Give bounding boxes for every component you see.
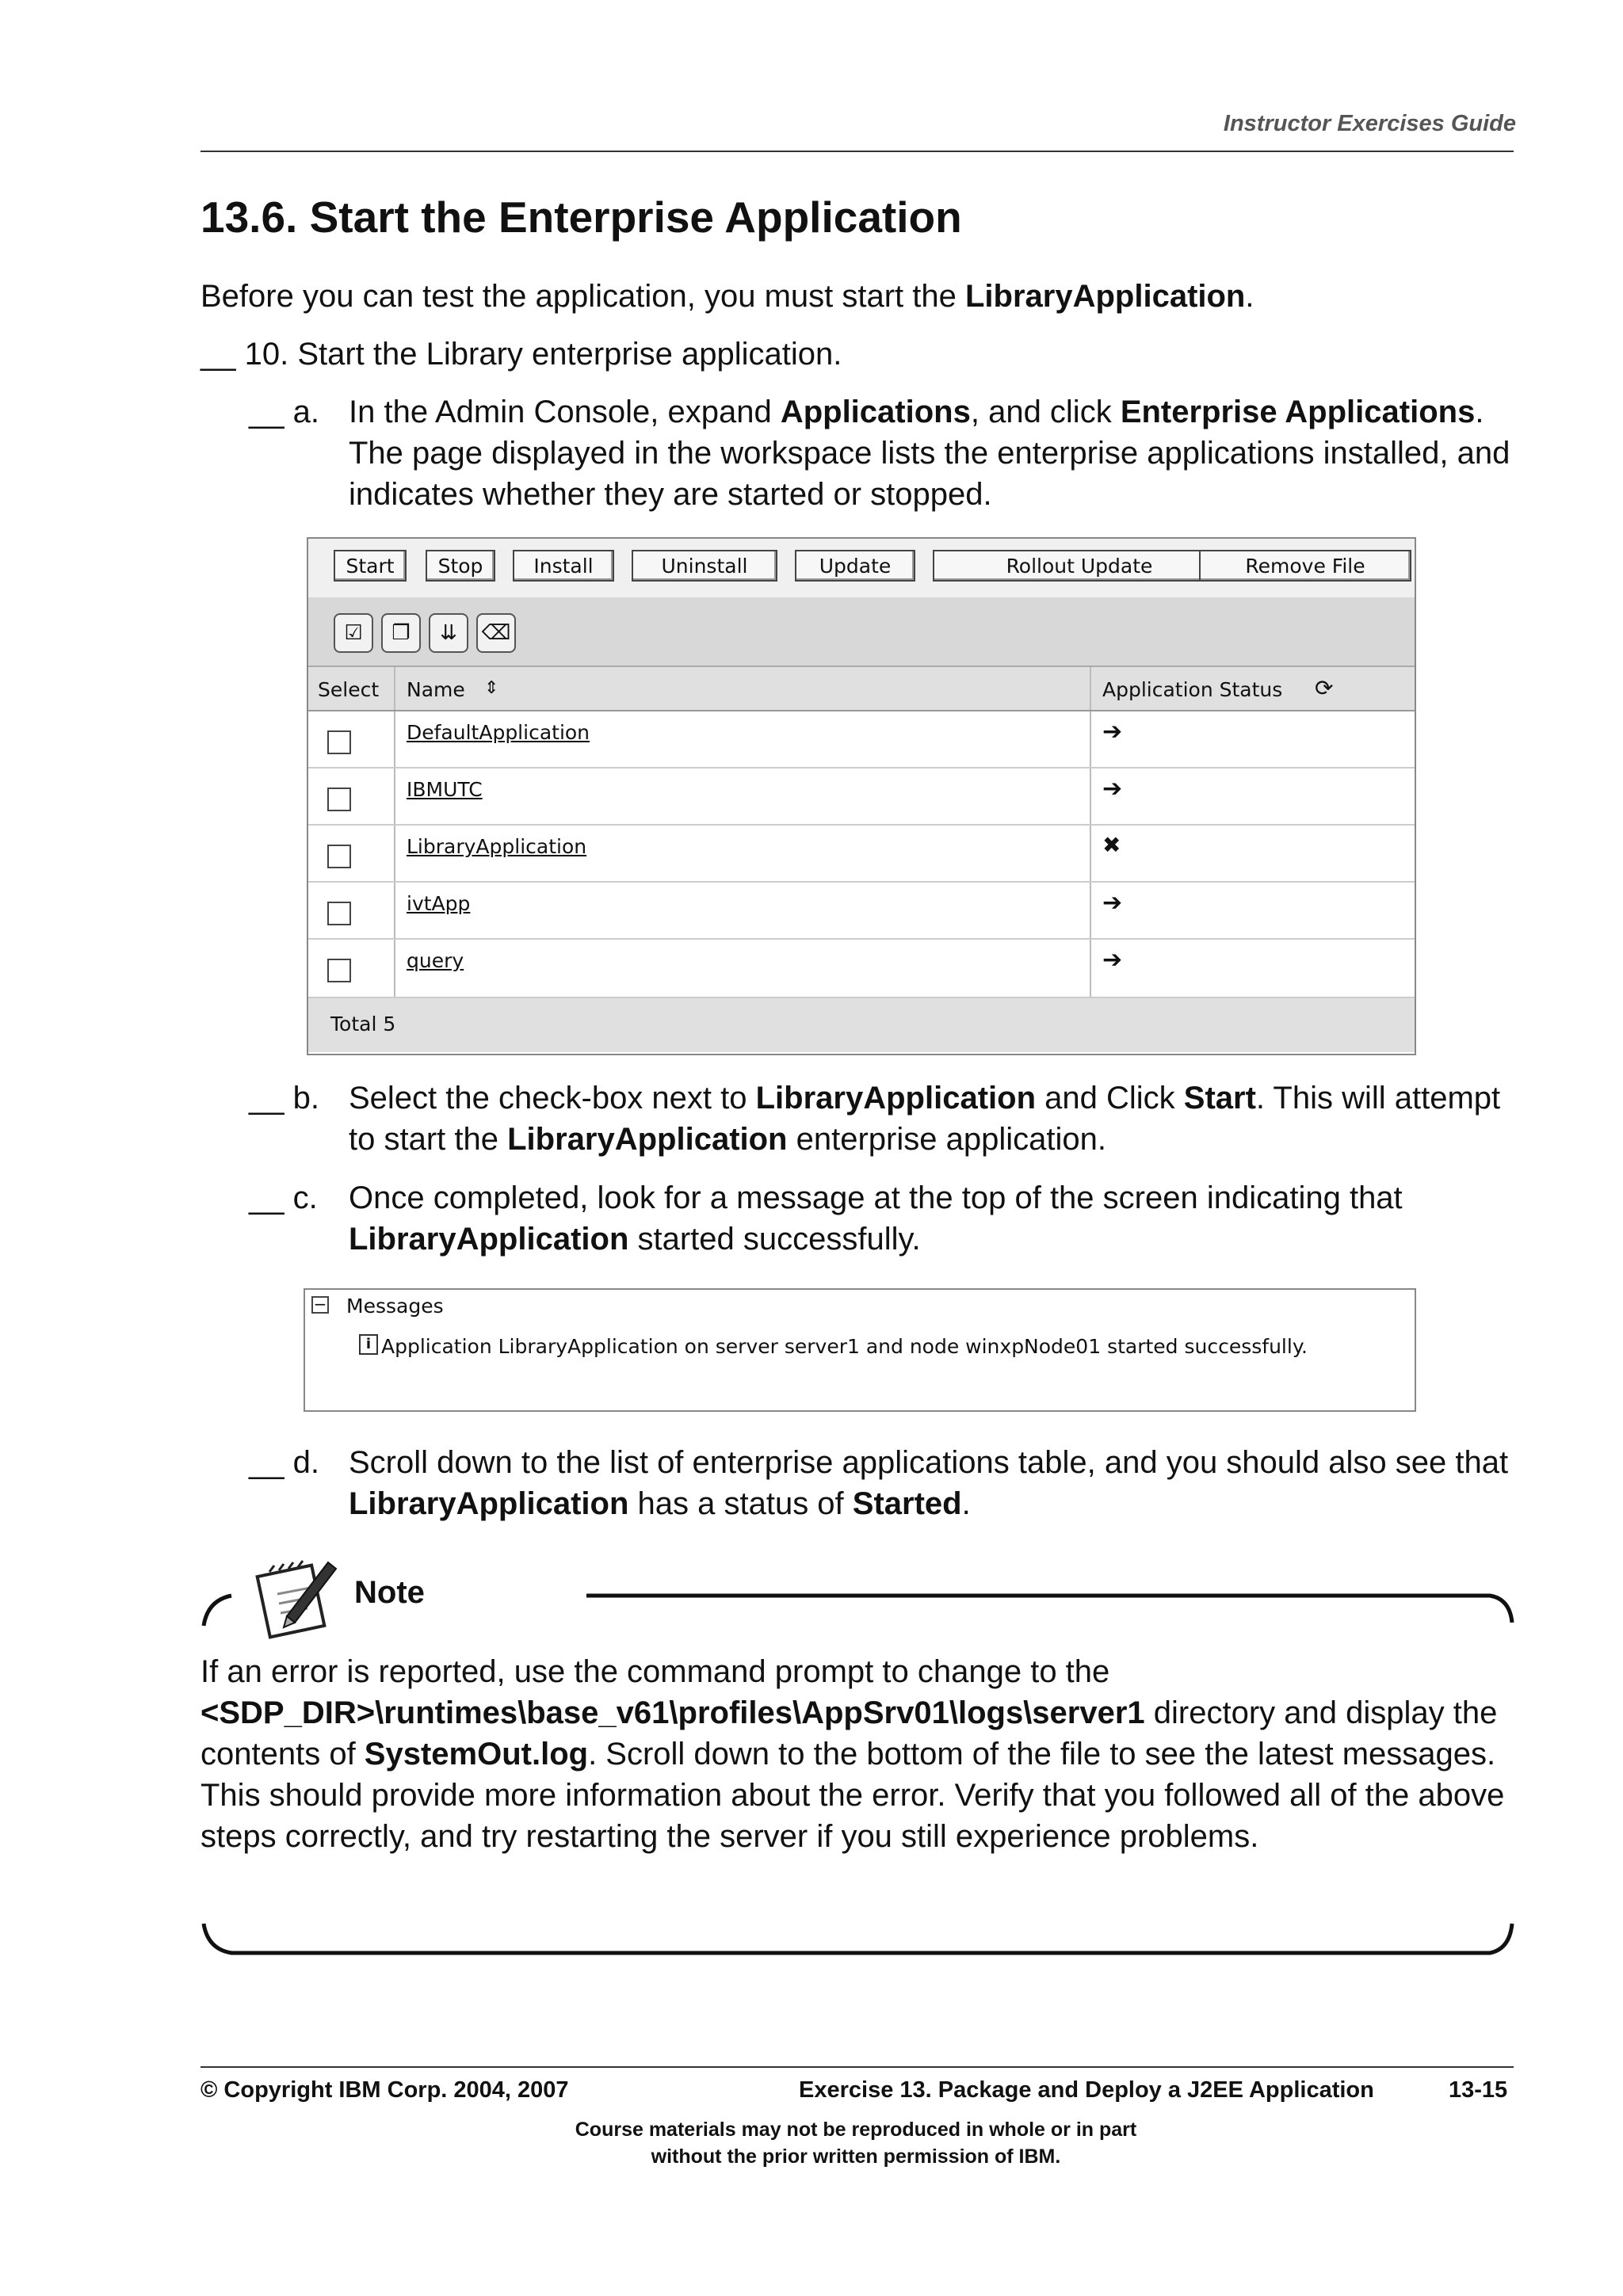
step-d-text: Scroll down to the list of enterprise applications table, and you should also see that LibraryApplication has a status of Started. bbox=[349, 1445, 1509, 1521]
select-column-header: Select bbox=[318, 678, 380, 701]
info-icon: i bbox=[359, 1334, 378, 1355]
sort-icon[interactable]: ⇕ bbox=[484, 678, 499, 698]
uninstall-button[interactable]: Uninstall bbox=[632, 550, 777, 582]
intro-paragraph: Before you can test the application, you must start the LibraryApplication. bbox=[200, 279, 1254, 314]
started-arrow-icon: ➔ bbox=[1102, 946, 1123, 974]
refresh-icon[interactable]: ⟳ bbox=[1315, 675, 1334, 701]
name-column-header[interactable]: Name bbox=[407, 678, 465, 701]
stopped-x-icon: ✖ bbox=[1102, 832, 1121, 858]
started-arrow-icon: ➔ bbox=[1102, 889, 1123, 917]
step-a-text: In the Admin Console, expand Applications, and click Enterprise Applications. The page displayed in the workspace lists the enterprise applications installed, and indicates whether they are started or stopped. bbox=[349, 395, 1510, 512]
app-link-defaultapplication[interactable]: DefaultApplication bbox=[407, 721, 590, 744]
deselect-all-icon[interactable]: ❐ bbox=[381, 613, 421, 653]
step-marker: __ c. bbox=[249, 1180, 318, 1215]
step-marker: __ b. bbox=[249, 1081, 319, 1116]
started-arrow-icon: ➔ bbox=[1102, 718, 1123, 746]
note-label: Note bbox=[354, 1575, 425, 1610]
header-guide-title: Instructor Exercises Guide bbox=[1223, 111, 1516, 136]
remove-file-button[interactable]: Remove File bbox=[1199, 550, 1411, 582]
stop-button[interactable]: Stop bbox=[426, 550, 495, 582]
show-filter-icon[interactable]: ⇊ bbox=[429, 613, 468, 653]
update-button[interactable]: Update bbox=[795, 550, 915, 582]
step-b-text: Select the check-box next to LibraryApplication and Click Start. This will attempt to start the LibraryApplication enterprise application. bbox=[349, 1081, 1501, 1157]
step-c-text: Once completed, look for a message at the top of the screen indicating that LibraryApplication started successfully. bbox=[349, 1180, 1403, 1257]
rollout-update-button[interactable]: Rollout Update bbox=[933, 550, 1226, 582]
footer-page-number: 13-15 bbox=[1449, 2077, 1508, 2103]
message-text: Application LibraryApplication on server server1 and node winxpNode01 started successfully. bbox=[381, 1335, 1308, 1358]
clear-filter-icon[interactable]: ⌫ bbox=[476, 613, 516, 653]
step-marker: __ a. bbox=[249, 395, 319, 429]
note-text: If an error is reported, use the command prompt to change to the <SDP_DIR>\runtimes\base_v61\profiles\AppSrv01\logs\server1 directory and display the contents of SystemOut.log. Scroll down to the bottom of the file to see the latest messages. This should provide more information about the error. Verify that you followed all of the above steps correctly, and try restarting the server if you still experience problems. bbox=[200, 1654, 1505, 1854]
app-link-ibmutc[interactable]: IBMUTC bbox=[407, 778, 483, 801]
footer-notice-line-2: without the prior written permission of IBM. bbox=[651, 2145, 1061, 2168]
install-button[interactable]: Install bbox=[513, 550, 614, 582]
start-button[interactable]: Start bbox=[334, 550, 407, 582]
started-arrow-icon: ➔ bbox=[1102, 775, 1123, 803]
select-all-icon[interactable]: ☑ bbox=[334, 613, 373, 653]
messages-title: Messages bbox=[346, 1295, 444, 1318]
app-link-ivtapp[interactable]: ivtApp bbox=[407, 892, 471, 915]
collapse-icon[interactable]: − bbox=[311, 1296, 329, 1314]
step-10: __ 10. Start the Library enterprise application. bbox=[200, 337, 842, 372]
footer-exercise: Exercise 13. Package and Deploy a J2EE Application bbox=[799, 2077, 1374, 2103]
app-link-libraryapplication[interactable]: LibraryApplication bbox=[407, 835, 587, 858]
status-column-header: Application Status bbox=[1102, 678, 1283, 701]
step-marker: __ d. bbox=[249, 1445, 319, 1480]
footer-notice-line-1: Course materials may not be reproduced in whole or in part bbox=[575, 2119, 1137, 2141]
notepad-pencil-icon bbox=[255, 1554, 342, 1642]
app-link-query[interactable]: query bbox=[407, 949, 464, 972]
table-total: Total 5 bbox=[308, 998, 1415, 1052]
footer-rule bbox=[200, 2066, 1514, 2068]
footer-copyright: © Copyright IBM Corp. 2004, 2007 bbox=[200, 2077, 569, 2103]
section-title: 13.6. Start the Enterprise Application bbox=[200, 193, 962, 242]
